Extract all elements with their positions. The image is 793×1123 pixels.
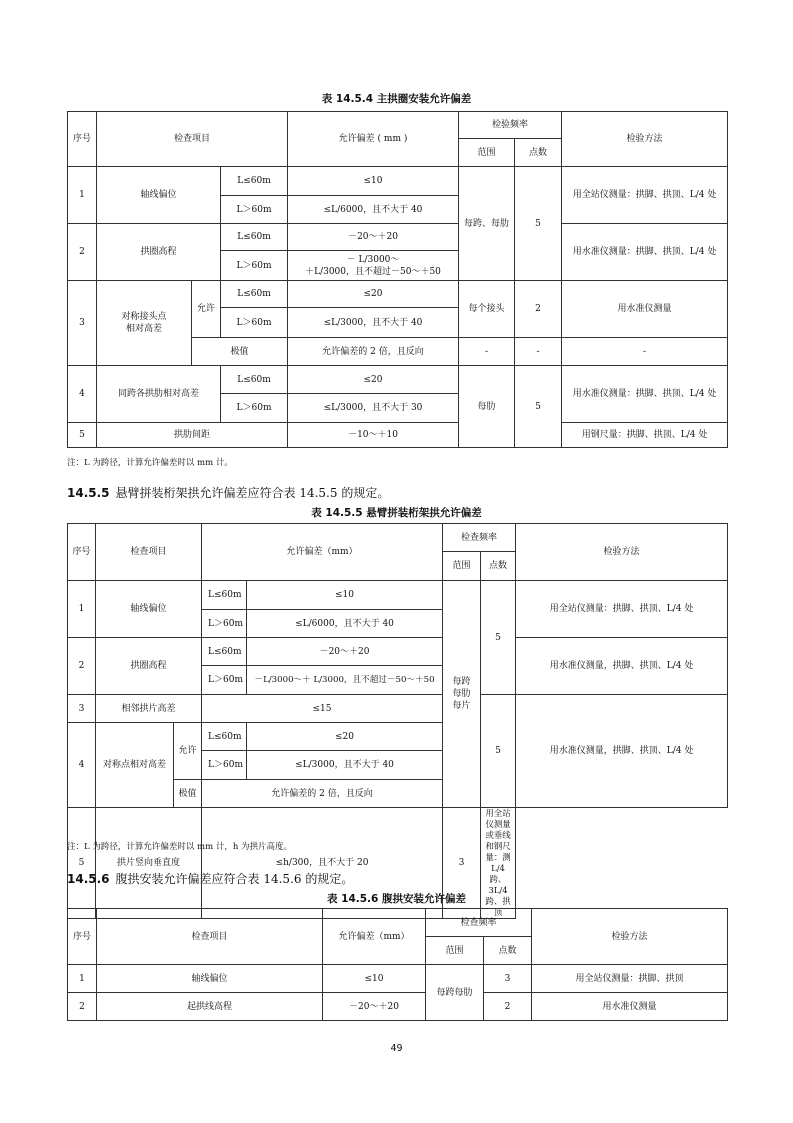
section-14-5-5-text: 悬臂拼装桁架拱允许偏差应符合表 14.5.5 的规定。 [115, 486, 390, 500]
t2-scope-span [443, 581, 481, 808]
t2-r1-no: 1 [68, 581, 96, 638]
t2-r4-item: 对称点相对高差 [96, 723, 174, 808]
t2-r3-value: ≤15 [202, 695, 443, 723]
t2-points-rows-1-2: 5 [481, 581, 516, 695]
t1-r3-dash-points: - [515, 338, 562, 366]
table2-note: 注：L 为跨径，计算允许偏差时以 mm 计，h 为拱片高度。 [67, 842, 293, 852]
t2-header-frequency: 检查频率 [443, 524, 516, 552]
t1-r5-no: 5 [68, 423, 97, 448]
t2-r2-item: 拱圈高程 [96, 638, 202, 695]
t2-r1-item: 轴线偏位 [96, 581, 202, 638]
t2-r2-value1: －20～＋20 [247, 638, 443, 666]
t2-r4-value1: ≤20 [247, 723, 443, 751]
t1-r1-method: 用全站仪测量：拱脚、拱顶、L/4 处 [562, 167, 728, 224]
t3-r2-points: 2 [484, 993, 532, 1021]
t1-r1-cond2: L＞60m [221, 196, 288, 224]
t3-header-item: 检查项目 [97, 909, 323, 965]
table-14-5-4 [67, 111, 728, 448]
table-14-5-5 [67, 523, 728, 919]
t3-r2-item: 起拱线高程 [97, 993, 323, 1021]
t3-r1-value: ≤10 [323, 965, 426, 993]
t3-header-points: 点数 [484, 937, 532, 965]
t1-r4-cond1: L≤60m [221, 366, 288, 394]
t1-r3-value2: ≤L/3000，且不大于 40 [288, 308, 459, 338]
t1-r5-value: －10～＋10 [288, 423, 459, 448]
section-14-5-6-heading [67, 870, 353, 887]
t1-r3-extreme-value: 允许偏差的 2 倍，且反向 [288, 338, 459, 366]
t3-r2-method: 用水准仪测量 [532, 993, 728, 1021]
t2-scope-line2: 每肋 [452, 689, 471, 699]
t1-r2-value2 [288, 251, 459, 281]
t1-r4-method: 用水准仪测量：拱脚、拱顶、L/4 处 [562, 366, 728, 423]
t2-header-no: 序号 [68, 524, 96, 581]
t2-header-item: 检查项目 [96, 524, 202, 581]
t1-r3-extreme: 极值 [192, 338, 288, 366]
t2-r1-value1: ≤10 [247, 581, 443, 610]
t1-r4-scope: 每肋 [459, 366, 515, 448]
t1-r3-cond2: L＞60m [221, 308, 288, 338]
t2-r5-item: 拱片竖向垂直度 [96, 808, 202, 919]
t2-r3-item: 相邻拱片高差 [96, 695, 202, 723]
t2-r5-value: ≤h/300，且不大于 20 [202, 808, 443, 919]
t2-r3-no: 3 [68, 695, 96, 723]
t3-header-method: 检验方法 [532, 909, 728, 965]
t1-r3-method: 用水准仪测量 [562, 281, 728, 338]
t1-r2-cond1: L≤60m [221, 224, 288, 251]
t1-r1-no: 1 [68, 167, 97, 224]
t1-r3-allow: 允许 [192, 281, 221, 338]
t2-r1-method: 用全站仪测量：拱脚、拱顶、L/4 处 [516, 581, 728, 638]
t3-header-no: 序号 [68, 909, 97, 965]
t2-r5-method-line1: 用全站仪测量或垂线和钢尺量：测 L/4 跨、3L/4 [485, 808, 511, 895]
t2-header-tolerance: 允许偏差（mm） [202, 524, 443, 581]
t2-r5-no: 5 [68, 808, 96, 919]
t1-header-points: 点数 [515, 139, 562, 167]
t1-r2-item: 拱圈高程 [97, 224, 221, 281]
t1-r3-cond1: L≤60m [221, 281, 288, 308]
t1-header-frequency: 检验频率 [459, 112, 562, 139]
t2-r5-points: 3 [443, 808, 481, 919]
t3-r1-method: 用全站仪测量：拱脚、拱顶 [532, 965, 728, 993]
t1-r3-scope: 每个接头 [459, 281, 515, 338]
t1-r2-value1: －20～＋20 [288, 224, 459, 251]
t2-scope-line3: 每片 [452, 701, 471, 711]
t2-r4-extreme-value: 允许偏差的 2 倍，且反向 [202, 780, 443, 808]
t1-r3-item-line1: 对称接头点 [121, 312, 167, 322]
t3-scope-span: 每跨每肋 [426, 965, 484, 1021]
t2-r4-value2: ≤L/3000，且不大于 40 [247, 751, 443, 780]
t2-r2-no: 2 [68, 638, 96, 695]
t1-r2-no: 2 [68, 224, 97, 281]
t1-r1-cond1: L≤60m [221, 167, 288, 196]
table2-caption: 表 14.5.5 悬臂拼装桁架拱允许偏差 [311, 507, 482, 519]
t1-r5-item: 拱肋间距 [97, 423, 288, 448]
t1-r3-points: 2 [515, 281, 562, 338]
table1-caption: 表 14.5.4 主拱圈安装允许偏差 [321, 93, 472, 105]
t2-r4-allow: 允许 [174, 723, 202, 780]
t1-r4-cond2: L＞60m [221, 394, 288, 423]
t2-r5-method-line2: 跨、拱顶 [485, 896, 511, 917]
t3-r2-value: －20～＋20 [323, 993, 426, 1021]
t1-r3-item-line2: 相对高差 [125, 324, 162, 334]
t1-r1-item: 轴线偏位 [97, 167, 221, 224]
t2-r2-cond1: L≤60m [202, 638, 247, 666]
t2-r1-cond1: L≤60m [202, 581, 247, 610]
section-14-5-6-number: 14.5.6 [67, 872, 110, 886]
t2-method-rows-3-4: 用水准仪测量，拱脚、拱顶、L/4 处 [516, 695, 728, 808]
t2-r4-extreme: 极值 [174, 780, 202, 808]
t1-r3-dash-scope: - [459, 338, 515, 366]
t2-points-rows-3-4: 5 [481, 695, 516, 808]
t2-header-method: 检验方法 [516, 524, 728, 581]
t1-r3-dash-method: - [562, 338, 728, 366]
t1-r4-no: 4 [68, 366, 97, 423]
table1-note: 注：L 为跨径，计算允许偏差时以 mm 计。 [67, 458, 233, 468]
t1-r1-value2: ≤L/6000，且不大于 40 [288, 196, 459, 224]
t2-scope-line1: 每跨 [452, 677, 471, 687]
t1-header-item: 检查项目 [97, 112, 288, 167]
section-14-5-6-text: 腹拱安装允许偏差应符合表 14.5.6 的规定。 [115, 872, 354, 886]
t1-scope-span: 每跨、每肋 [459, 167, 515, 281]
t2-r2-method: 用水准仪测量，拱脚、拱顶、L/4 处 [516, 638, 728, 695]
page-number: 49 [390, 1043, 403, 1054]
t1-r4-value2: ≤L/3000，且不大于 30 [288, 394, 459, 423]
t1-r4-points: 5 [515, 366, 562, 448]
t1-r4-item: 同跨各拱肋相对高差 [97, 366, 221, 423]
t3-r2-no: 2 [68, 993, 97, 1021]
t1-r2-value2-line1: － L/3000～ [346, 254, 400, 265]
t1-r2-method: 用水准仪测量：拱脚、拱顶、L/4 处 [562, 224, 728, 281]
t1-r4-value1: ≤20 [288, 366, 459, 394]
section-14-5-5-heading [67, 484, 389, 501]
t2-header-points: 点数 [481, 552, 516, 581]
t2-r4-cond1: L≤60m [202, 723, 247, 751]
t1-r2-value2-line2: ＋L/3000，且不超过－50～＋50 [305, 266, 441, 277]
t1-r1-value1: ≤10 [288, 167, 459, 196]
t2-r1-value2: ≤L/6000，且不大于 40 [247, 610, 443, 638]
t1-header-method: 检验方法 [562, 112, 728, 167]
t2-r4-cond2: L＞60m [202, 751, 247, 780]
section-14-5-5-number: 14.5.5 [67, 486, 110, 500]
t1-r5-method: 用钢尺量：拱脚、拱顶、L/4 处 [562, 423, 728, 448]
t2-r4-no: 4 [68, 723, 96, 808]
t3-r1-item: 轴线偏位 [97, 965, 323, 993]
t1-header-tolerance: 允许偏差 ( mm ) [288, 112, 459, 167]
t1-r3-value1: ≤20 [288, 281, 459, 308]
table-14-5-6 [67, 908, 728, 1021]
t1-r2-cond2: L＞60m [221, 251, 288, 281]
t1-header-no: 序号 [68, 112, 97, 167]
t1-r3-item [97, 281, 192, 366]
t2-r2-value2: －L/3000～＋ L/3000，且不超过－50～＋50 [247, 666, 443, 695]
table3-caption: 表 14.5.6 腹拱安装允许偏差 [326, 893, 466, 905]
t1-r3-no: 3 [68, 281, 97, 366]
t1-points-span: 5 [515, 167, 562, 281]
t2-r2-cond2: L＞60m [202, 666, 247, 695]
t1-header-scope: 范围 [459, 139, 515, 167]
t3-header-tolerance: 允许偏差（mm） [323, 909, 426, 965]
t3-header-scope: 范围 [426, 937, 484, 965]
t2-r1-cond2: L＞60m [202, 610, 247, 638]
t2-header-scope: 范围 [443, 552, 481, 581]
t3-r1-no: 1 [68, 965, 97, 993]
t3-r1-points: 3 [484, 965, 532, 993]
t3-header-frequency: 检查频率 [426, 909, 532, 937]
